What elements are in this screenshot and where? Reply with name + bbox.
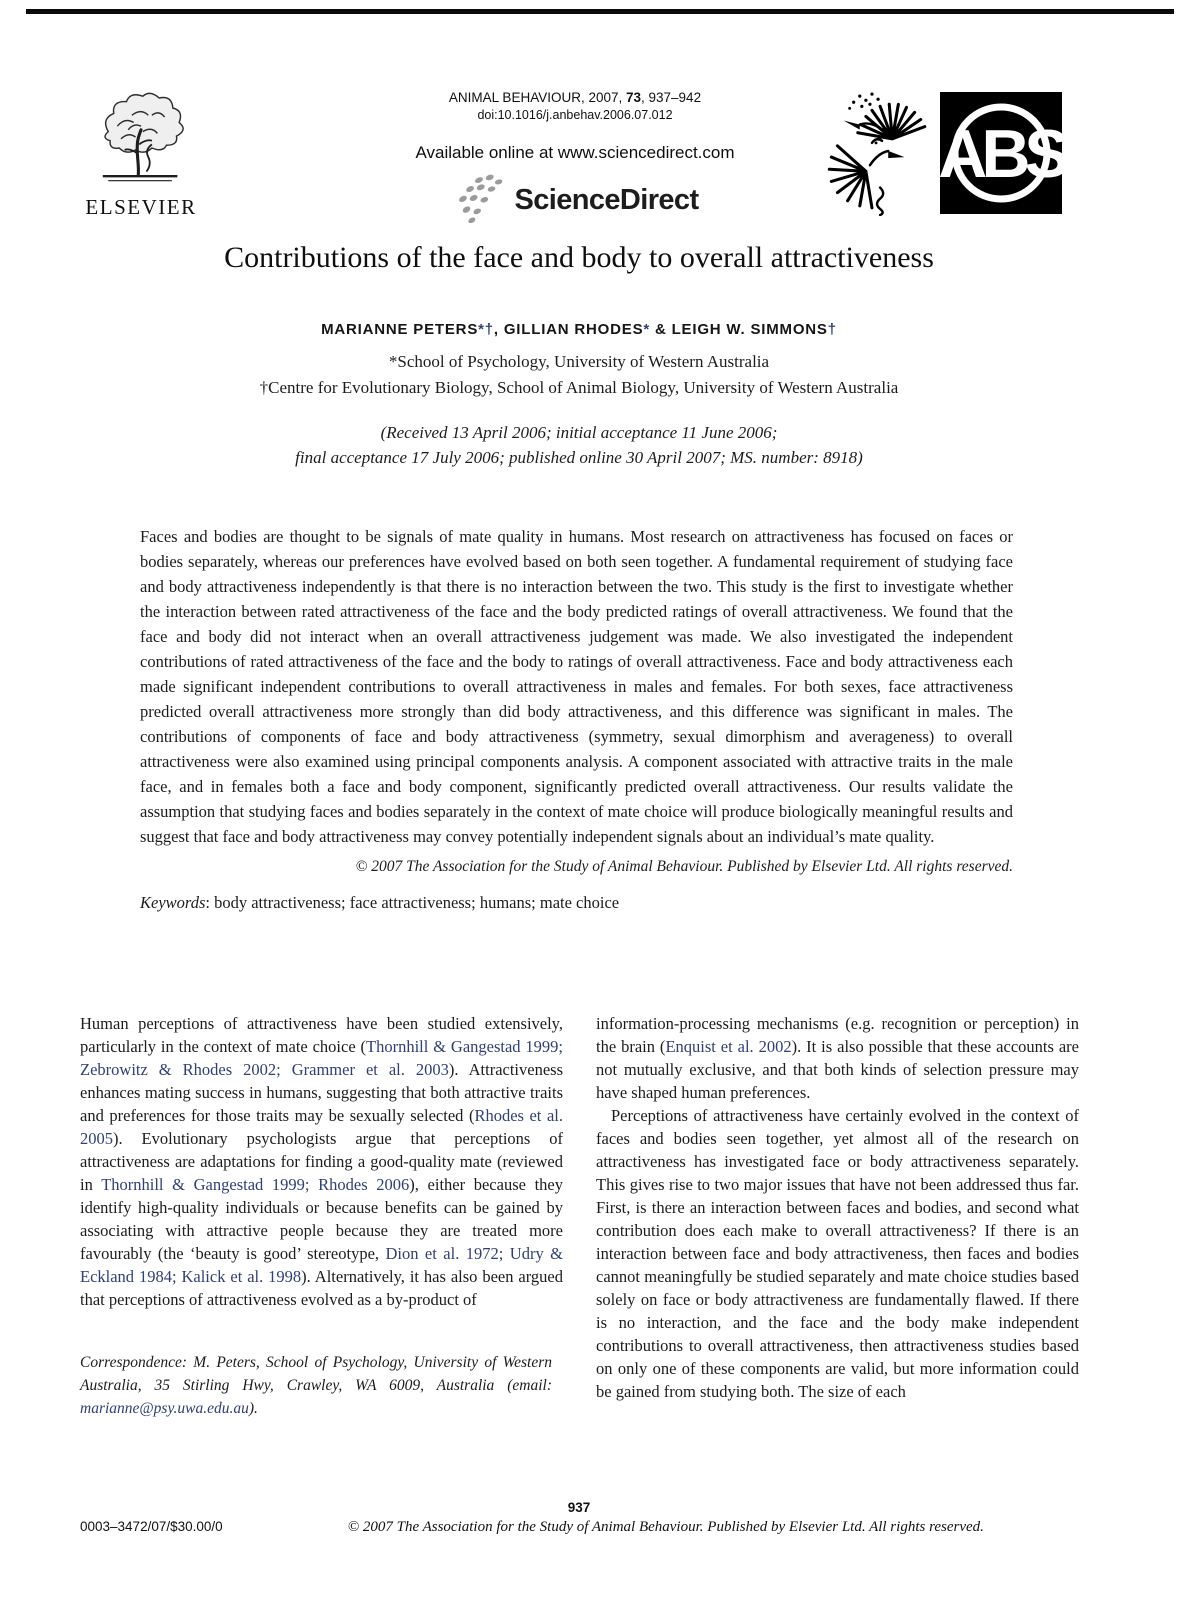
text-segment: Human perceptions of attractiveness have been studied extensively, particularly in the context of mate choice ( [80,1014,563,1056]
left-column [80,1012,563,1420]
citation-link[interactable]: Dion et al. 1972; Udry & Eckland 1984; Kalick et al. 1998 [80,1244,563,1286]
received-line-2: final acceptance 17 July 2006; published online 30 April 2007; MS. number: 8918) [295,448,863,467]
author-affiliation-mark: * [643,321,651,338]
text-segment: MARIANNE PETERS [321,321,479,338]
page-number: 937 [567,1500,591,1515]
received-line-1: (Received 13 April 2006; initial acceptance 11 June 2006; [380,423,778,442]
doi-line: doi:10.1016/j.anbehav.2006.07.012 [477,108,673,122]
text-segment: ). [248,1400,258,1417]
citation-link[interactable]: marianne@psy.uwa.edu.au [80,1400,249,1417]
text-segment: ). It is also possible that these accounts are not mutually exclusive, and that both kinds of selection pressure may have shaped human preferences. [596,1037,1079,1102]
elsevier-logo [78,88,204,220]
keywords-text: : body attractiveness; face attractiveness; humans; mate choice [205,893,620,912]
affiliation-1: *School of Psychology, University of Western Australia [388,352,770,371]
text-segment: ). Attractiveness enhances mating success in humans, suggesting that both attractive traits and preferences for those traits may be sexually selected ( [80,1060,564,1125]
abstract-section [140,524,1013,913]
intro-paragraph-1-continued [596,1012,1079,1104]
two-column-body [80,1012,1079,1420]
page-scan-top-rule [26,9,1174,14]
keywords-label: Keywords [140,893,206,912]
citation-link[interactable]: Thornhill & Gangestad 1999; Rhodes 2006 [101,1175,410,1194]
elsevier-tree-icon [81,175,201,192]
intro-paragraph-1 [80,1012,563,1311]
citation-link[interactable]: Thornhill & Gangestad 1999; Zebrowitz & Rhodes 2002; Grammer et al. 2003 [80,1037,563,1079]
author-affiliation-mark: † [827,321,837,338]
journal-line-suffix: , 937–942 [641,90,702,105]
text-segment: ). Alternatively, it has also been argued that perceptions of attractiveness evolved as a by-product of [80,1267,563,1309]
sciencedirect-dots-icon [451,173,507,228]
animal-behaviour-birds-logo [813,86,935,221]
received-dates [80,420,1078,470]
author-affiliation-mark: *† [478,321,494,338]
journal-line-prefix: ANIMAL BEHAVIOUR, 2007, [448,90,626,105]
abstract-text: Faces and bodies are thought to be signals of mate quality in humans. Most research on attractiveness has focused on faces or bodies separately, whereas our preferences have evolved based on both seen together. A fundamental requirement of studying face and body attractiveness independently is that there is no interaction between the two. This study is the first to investigate whether the interaction between rated attractiveness of the face and the body predicted ratings of overall attractiveness. We found that the face and body did not interact when an overall attractiveness judgement was made. We also investigated the independent contributions of rated attractiveness of the face and the body to ratings of overall attractiveness. Face and body attractiveness each made significant independent contributions to overall attractiveness in males and females. For both sexes, face attractiveness predicted overall attractiveness more strongly than did body attractiveness, and this difference was significant in males. The contributions of components of face and body attractiveness (symmetry, sexual dimorphism and averageness) to overall attractiveness were also examined using principal components analysis. A component associated with attractive traits in the male face, and in females both a face and body component, significantly predicted overall attractiveness. Our results validate the assumption that studying faces and bodies separately in the context of mate choice will produce biologically meaningful results and suggest that face and body attractiveness may convey potentially independent signals about an individual’s mate quality. [140,527,1013,846]
intro-paragraph-2: Perceptions of attractiveness have certainly evolved in the context of faces and bodies seen together, yet almost all of the research on attractiveness has investigated face or body attractiveness separately. This gives rise to two major issues that have not been addressed thus far. First, is there an interaction between faces and bodies, and second what contribution does each make to overall attractiveness? If there is an interaction between face and body attractiveness, then faces and bodies cannot meaningfully be studied separately and mate choice studies based solely on face or body attractiveness are fundamentally flawed. If there is no interaction, and the face and the body make independent contributions to overall attractiveness, then attractiveness studies based on only one of these components are valid, but more information could be gained from studying both. The size of each [596,1106,1079,1401]
abstract-copyright-notice: © 2007 The Association for the Study of Animal Behaviour. Published by Elsevier Ltd. All rights reserved. [355,858,1013,875]
header-center-block [330,90,820,228]
right-column [596,1012,1079,1420]
citation-link[interactable]: Enquist et al. 2002 [665,1037,792,1056]
birds-icon [813,203,935,220]
journal-volume: 73 [625,90,642,105]
svg-text:ABS: ABS [940,116,1062,192]
correspondence-footnote [80,1351,552,1420]
issn-price-code: 0003–3472/07/$30.00/0 [80,1519,223,1534]
available-online-line[interactable]: Available online at www.sciencedirect.com [415,143,735,162]
elsevier-wordmark: ELSEVIER [85,195,197,219]
text-segment: & LEIGH W. SIMMONS [650,321,828,338]
text-segment: , GILLIAN RHODES [493,321,644,338]
animal-behavior-society-logo [940,92,1062,219]
author-line [80,321,1078,338]
footer-line [80,1519,1079,1536]
sciencedirect-wordmark: ScienceDirect [514,184,699,216]
keywords-line [140,893,1013,913]
footer-copyright: © 2007 The Association for the Study of Animal Behaviour. Published by Elsevier Ltd. All rights reserved. [347,1519,984,1535]
text-segment: ), either because they identify high-quality individuals or because benefits can be gained by associating with attractive people because they are treated more favourably (the ‘beauty is good’ stereotype, [80,1175,564,1263]
citation-link[interactable]: Rhodes et al. 2005 [80,1106,563,1148]
affiliation-2: †Centre for Evolutionary Biology, School of Animal Biology, University of Western Australia [259,378,899,397]
article-title: Contributions of the face and body to overall attractiveness [224,241,934,274]
sciencedirect-logo[interactable] [330,173,820,228]
abs-monogram-icon [940,116,1062,218]
text-segment: information-processing mechanisms (e.g. recognition or perception) in the brain ( [596,1014,1079,1056]
journal-citation-line [330,90,820,105]
text-segment: Correspondence: M. Peters, School of Psychology, University of Western Australia, 35 Stirling Hwy, Crawley, WA 6009, Australia (email: [80,1354,552,1394]
text-segment: ). Evolutionary psychologists argue that perceptions of attractiveness are adaptations for finding a good-quality mate (reviewed in [80,1129,563,1194]
